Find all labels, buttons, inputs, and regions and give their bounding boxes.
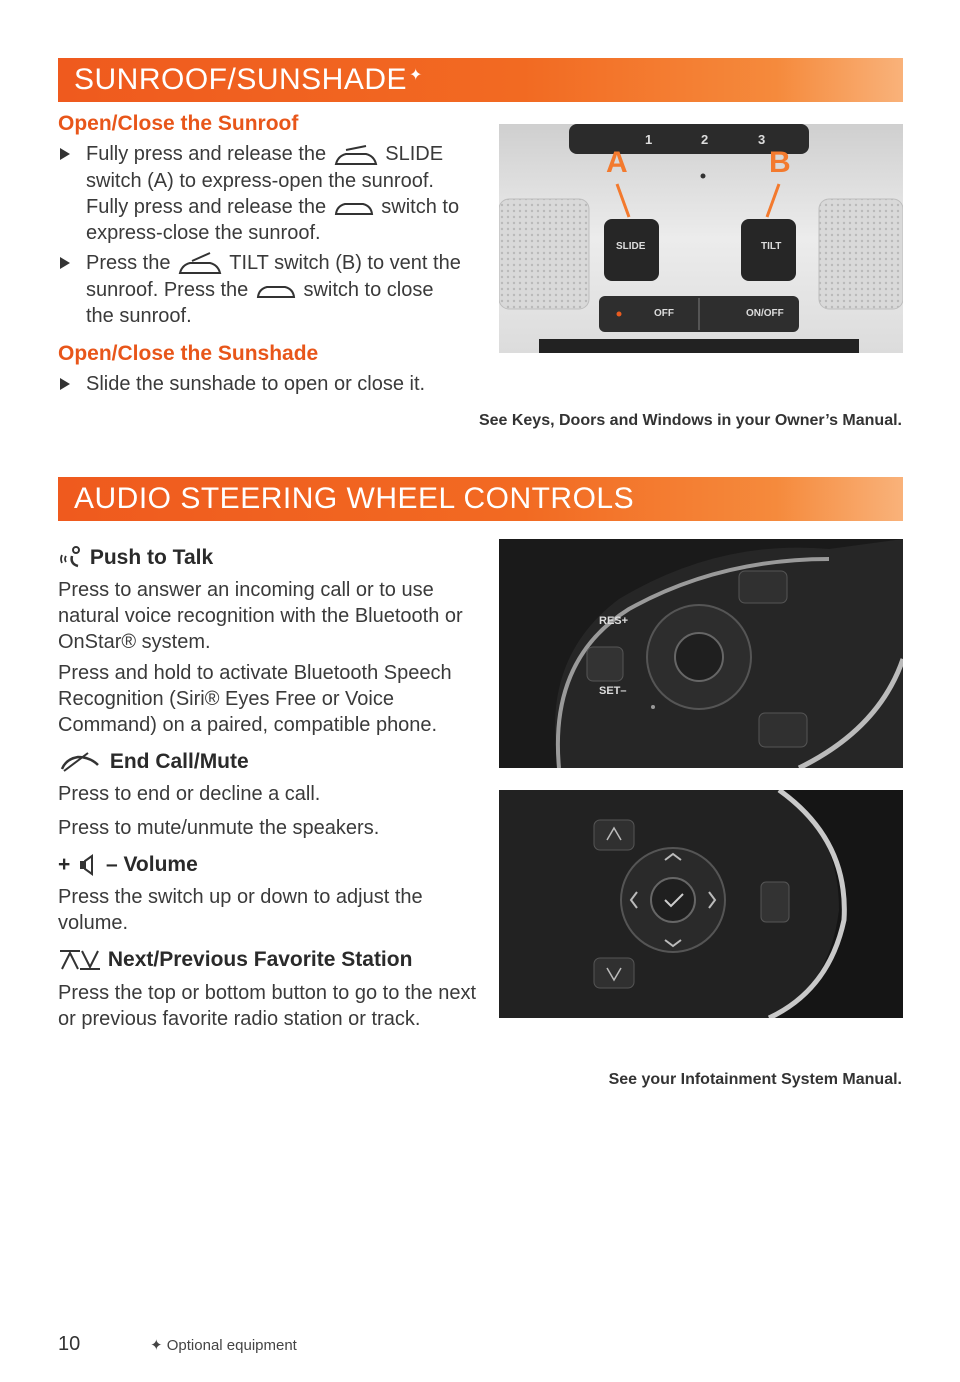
sunroof-bullet-2 [86,250,486,329]
onoff-button-label: ON/OFF [746,308,784,319]
sunshade-bullet [86,371,486,397]
audio-reference: See your Infotainment System Manual. [608,1071,902,1088]
optional-equipment-text: Optional equipment [166,1337,297,1354]
audio-banner-title: AUDIO STEERING WHEEL CONTROLS [74,482,635,515]
off-button-label: OFF [654,308,674,319]
volume-title: – Volume [105,853,198,876]
bullet-arrow-icon [60,257,70,269]
bullet-arrow-icon [60,378,70,390]
slide-switch-icon [332,142,380,168]
overhead-console-photo [499,124,903,353]
steering-wheel-right-illustration [499,790,903,1018]
tilt-switch-icon [176,251,224,277]
steering-wheel-left-illustration [499,539,903,768]
open-close-sunroof-title: Open/Close the Sunroof [58,112,299,135]
bullet2-line3: the sunroof. [86,304,192,327]
close-switch-icon [332,196,376,218]
page-number: 10 [58,1333,81,1355]
res-plus-label: RES+ [599,615,629,627]
end-call-paragraph-1: Press to end or decline a call. [58,783,321,805]
bullet-arrow-icon [60,148,70,160]
sunroof-banner [58,58,903,102]
bullet2-text-a: Press the [86,252,171,274]
ptt-paragraph-1: Press to answer an incoming call or to use natural voice recognition with the Bluetooth or OnStar® system. [58,579,463,653]
bullet1-line2: switch (A) to express-open the sunroof. [86,169,434,192]
close-switch-icon [254,279,298,301]
bullet2-text-b: TILT switch (B) to vent the [229,252,461,274]
slide-button-label: SLIDE [616,241,646,252]
end-call-heading [58,750,249,774]
bullet1-line3-a: Fully press and release the [86,195,327,218]
volume-heading [58,853,198,877]
sunroof-banner-title: SUNROOF/SUNSHADE [74,63,408,96]
open-close-sunshade-title: Open/Close the Sunshade [58,342,319,365]
volume-paragraph: Press the switch up or down to adjust the volume. [58,886,423,934]
optional-mark-icon: ✦ [409,67,423,84]
push-to-talk-icon [58,546,84,570]
steering-wheel-left-controls-photo [499,539,903,768]
bullet2-line2-a: sunroof. Press the [86,278,249,301]
push-to-talk-heading [58,546,213,570]
bullet1-line4: express-close the sunroof. [86,221,321,244]
ptt-paragraph-2: Press and hold to activate Bluetooth Speech Recognition (Siri® Eyes Free or Voice Command) on a paired, compatible phone. [58,662,452,736]
speaker-icon [76,854,100,876]
tilt-button-label: TILT [761,241,782,252]
favorite-station-heading [58,948,412,972]
favorite-station-paragraph: Press the top or bottom button to go to the next or previous favorite radio station or track. [58,982,477,1030]
end-call-icon [58,751,104,773]
photo-num-1: 1 [645,132,653,147]
end-call-title: End Call/Mute [109,750,249,773]
sunroof-bullet-1 [86,141,486,246]
sunshade-bullet-text: Slide the sunshade to open or close it. [86,373,426,395]
push-to-talk-title: Push to Talk [89,546,214,569]
bullet1-line3-b: switch to [381,195,460,218]
next-previous-favorite-icon [58,949,102,971]
bullet1-text-a: Fully press and release the [86,143,327,165]
bullet1-text-b: SLIDE [385,143,444,165]
bullet2-line2-b: switch to close [303,278,434,301]
photo-num-2: 2 [701,132,709,147]
set-minus-label: SET– [599,685,627,697]
audio-banner [58,477,903,521]
favorite-station-title: Next/Previous Favorite Station [107,948,413,971]
callout-label-a: A [606,146,628,179]
optional-mark-icon: ✦ [150,1337,163,1354]
steering-wheel-right-controls-photo [499,790,903,1018]
sunroof-reference: See Keys, Doors and Windows in your Owner’s Manual. [478,412,902,429]
end-call-paragraph-2: Press to mute/unmute the speakers. [58,817,380,839]
photo-num-3: 3 [758,132,766,147]
callout-label-b: B [769,146,791,179]
optional-equipment-note [150,1336,297,1354]
volume-plus: + [58,853,71,876]
overhead-console-illustration [499,124,903,353]
